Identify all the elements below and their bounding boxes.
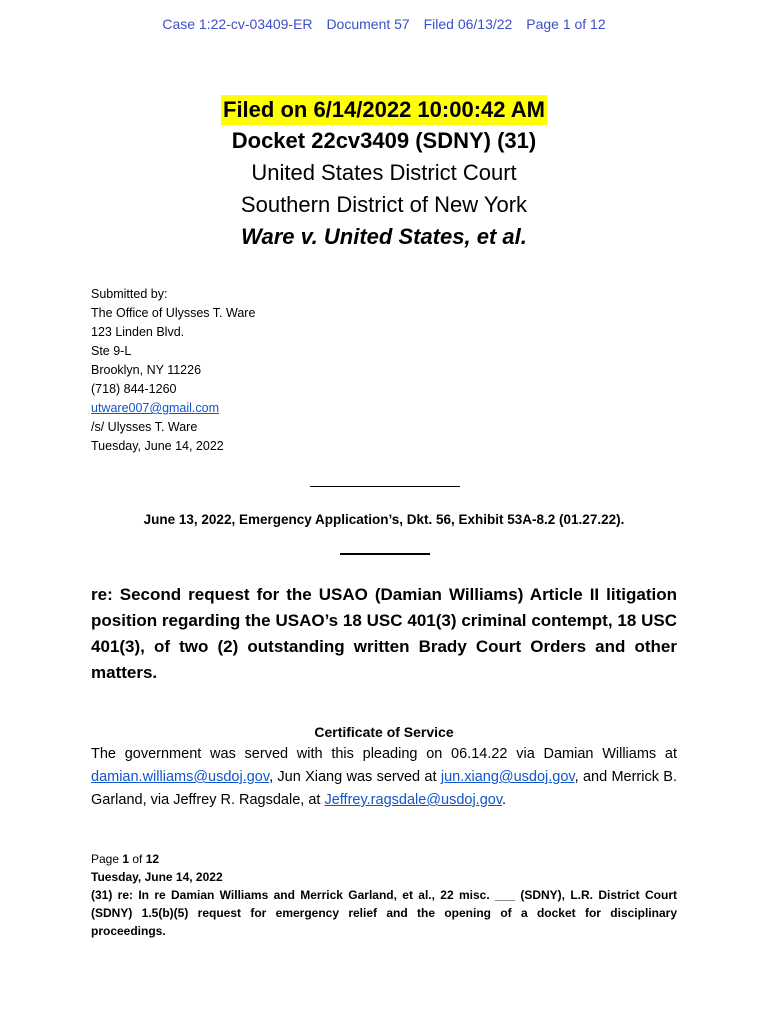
exhibit-reference: June 13, 2022, Emergency Application’s, Dkt. 56, Exhibit 53A-8.2 (01.27.22). xyxy=(143,512,625,527)
re-subject: re: Second request for the USAO (Damian Williams) Article II litigation position regarding the USAO’s 18 USC 401(3) criminal contempt, 18 USC 401(3), of two (2) outstanding written Brady Court Orders and other matters. xyxy=(91,585,677,682)
court-name: United States District Court xyxy=(251,160,517,185)
footer-page-current: 1 xyxy=(122,852,130,866)
certificate-text-3: , and Merrick B. Garland, via Jeffrey R. Ragsdale, at xyxy=(91,769,677,808)
submitted-label: Submitted by: xyxy=(91,287,168,301)
ecf-header xyxy=(0,16,768,32)
submitter-email-link[interactable]: utware007@gmail.com xyxy=(91,401,220,415)
submitter-street: 123 Linden Blvd. xyxy=(91,325,185,339)
filed-on-banner: Filed on 6/14/2022 10:00:42 AM xyxy=(221,95,547,125)
certificate-text-4: . xyxy=(502,792,507,808)
title-block xyxy=(0,95,768,253)
footer-description: (31) re: In re Damian Williams and Merrick Garland, et al., 22 misc. ___ (SDNY), L.R. District Court (SDNY) 1.5(b)(5) request for emergency relief and the opening of a docket for disciplinary proceedings. xyxy=(91,888,677,938)
ecf-case-number: Case 1:22-cv-03409-ER xyxy=(162,16,313,32)
email-link-damian-williams[interactable]: damian.williams@usdoj.gov xyxy=(91,769,270,785)
submitter-phone: (718) 844-1260 xyxy=(91,382,177,396)
footer-page-total: 12 xyxy=(145,852,160,866)
page-footer xyxy=(91,850,677,940)
certificate-body xyxy=(91,743,677,812)
district-name: Southern District of New York xyxy=(240,192,528,217)
submitted-by-block xyxy=(91,285,255,456)
certificate-text-1: The government was served with this pleading on 06.14.22 via Damian Williams at xyxy=(91,746,677,762)
divider-line xyxy=(310,486,460,487)
footer-date: Tuesday, June 14, 2022 xyxy=(91,870,223,884)
footer-page-number xyxy=(91,850,677,868)
submitter-office: The Office of Ulysses T. Ware xyxy=(91,306,256,320)
submitter-city: Brooklyn, NY 11226 xyxy=(91,363,202,377)
docket-number: Docket 22cv3409 (SDNY) (31) xyxy=(231,128,537,153)
submitter-suite: Ste 9-L xyxy=(91,344,132,358)
ecf-document-number: Document 57 xyxy=(326,16,410,32)
ecf-page-count: Page 1 of 12 xyxy=(526,16,606,32)
email-link-jun-xiang[interactable]: jun.xiang@usdoj.gov xyxy=(440,769,575,785)
submitted-date: Tuesday, June 14, 2022 xyxy=(91,439,224,453)
footer-page-word: Page xyxy=(91,852,123,866)
divider-line-short xyxy=(340,553,430,555)
footer-page-of: of xyxy=(129,852,146,866)
certificate-title: Certificate of Service xyxy=(314,724,454,740)
certificate-text-2: , Jun Xiang was served at xyxy=(269,769,441,785)
email-link-jeffrey-ragsdale[interactable]: Jeffrey.ragsdale@usdoj.gov xyxy=(324,792,503,808)
submitter-signature: /s/ Ulysses T. Ware xyxy=(91,420,198,434)
ecf-filed-date: Filed 06/13/22 xyxy=(423,16,513,32)
case-name: Ware v. United States, et al. xyxy=(241,224,527,249)
